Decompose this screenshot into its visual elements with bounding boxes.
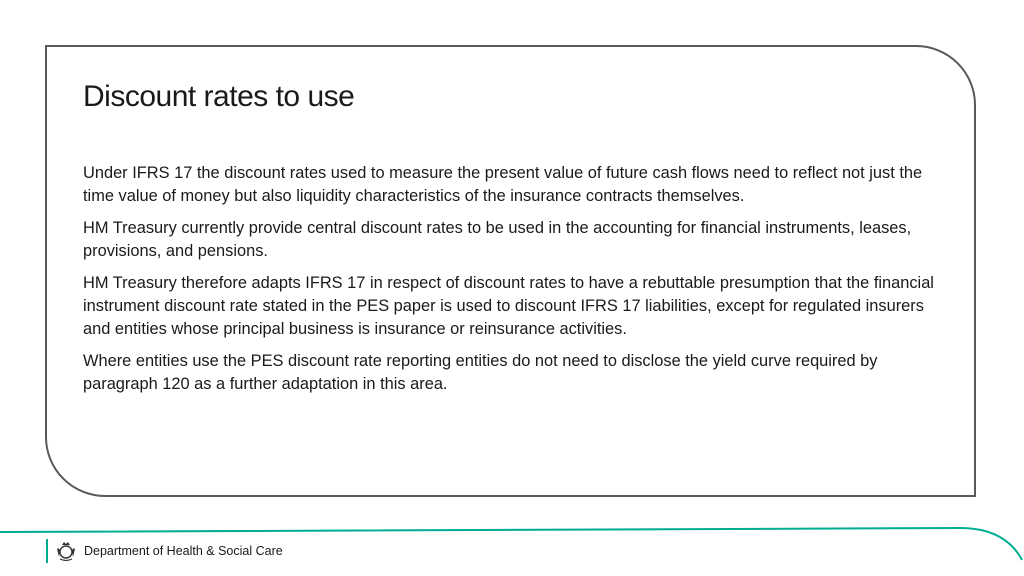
slide-title: Discount rates to use — [83, 80, 355, 113]
footer-accent-bar — [46, 539, 48, 563]
department-name: Department of Health & Social Care — [84, 544, 283, 558]
paragraph-4: Where entities use the PES discount rate reporting entities do not need to disclose the yield curve required by paragraph 120 as a further adaptation in this area. — [83, 352, 878, 393]
footer-logo — [46, 539, 283, 563]
paragraph-3: HM Treasury therefore adapts IFRS 17 in respect of discount rates to have a rebuttable presumption that the financial instrument discount rate stated in the PES paper is used to discount IFRS 17 liabilities, except for regulated insurers and entities whose principal business is insurance or reinsurance activities. — [83, 274, 934, 338]
paragraph-1: Under IFRS 17 the discount rates used to measure the present value of future cash flows need to reflect not just the time value of money but also liquidity characteristics of the insurance contracts themselves. — [83, 164, 923, 205]
royal-crest-icon — [54, 539, 78, 563]
slide-body — [83, 162, 945, 405]
paragraph-2: HM Treasury currently provide central discount rates to be used in the accounting for financial instruments, leases, provisions, and pensions. — [83, 219, 912, 260]
